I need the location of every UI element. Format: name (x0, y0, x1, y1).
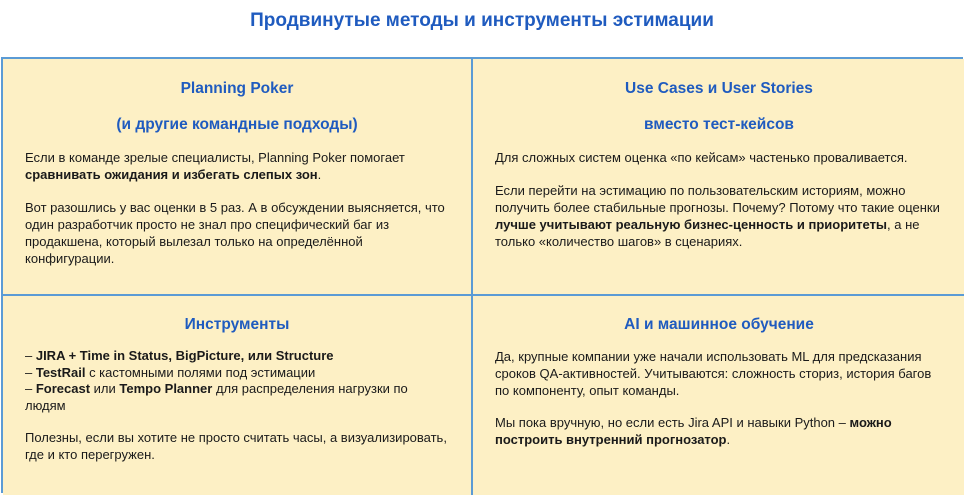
card-paragraph: Мы пока вручную, но если есть Jira API и навыки Python – можно построить внутренний прогнозатор. (495, 415, 892, 447)
card-paragraph: Для сложных систем оценка «по кейсам» частенько проваливается. (495, 150, 908, 165)
card-tools (3, 296, 473, 495)
card-subtitle: вместо тест-кейсов (644, 116, 794, 133)
card-paragraph: Полезны, если вы хотите не просто считать часы, а визуализировать, где и кто перегружен. (25, 430, 447, 462)
card-paragraph: Да, крупные компании уже начали использовать ML для предсказания сроков QA-активностей. Учитываются: сложность сториз, история багов по компоненту, опыт команды. (495, 349, 932, 398)
tools-list (25, 348, 449, 414)
card-paragraph: Вот разошлись у вас оценки в 5 раз. А в обсуждении выясняется, что один разработчик просто не знал про специфический баг из продакшена, который вылезал только на определённой конфигурации. (25, 200, 445, 266)
card-title: Planning Poker (180, 80, 294, 97)
card-use-cases (473, 59, 964, 296)
list-item: – JIRA + Time in Status, BigPicture, или Structure (25, 348, 334, 363)
card-subtitle: (и другие командные подходы) (116, 116, 358, 133)
card-title: Инструменты (184, 316, 290, 333)
card-paragraph: Если в команде зрелые специалисты, Planning Poker помогает сравнивать ожидания и избегать слепых зон. (25, 150, 405, 182)
cards-grid (1, 57, 963, 493)
card-ai-ml (473, 296, 964, 495)
card-paragraph: Если перейти на эстимацию по пользовательским историям, можно получить более стабильные прогнозы. Почему? Потому что такие оценки лучше учитывают реальную бизнес-ценность и приоритеты, а не только «количество шагов» в сценариях. (495, 183, 940, 249)
page-title: Продвинутые методы и инструменты эстимации (250, 10, 714, 31)
card-title: Use Cases и User Stories (625, 80, 813, 97)
card-planning-poker (3, 59, 473, 296)
list-item: – Forecast или Tempo Planner для распределения нагрузки по людям (25, 381, 408, 413)
list-item: – TestRail с кастомными полями под эстимации (25, 364, 316, 380)
card-title: AI и машинное обучение (624, 316, 814, 333)
